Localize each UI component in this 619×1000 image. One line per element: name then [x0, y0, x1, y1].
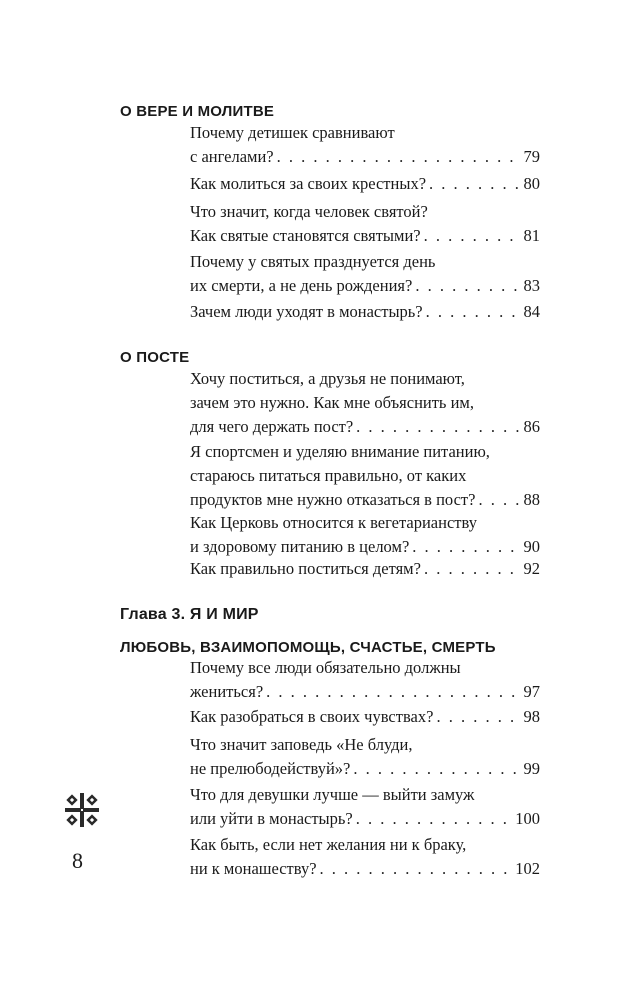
entry-text: для чего держать пост?	[190, 417, 354, 436]
dot-leader	[429, 172, 520, 196]
toc-entry[interactable]	[190, 557, 540, 581]
toc-entry[interactable]: Почему у святых празднуется день их смерти, а не день рождения? . . . 83	[190, 250, 540, 298]
toc-entry[interactable]: Хочу поститься, а друзья не понимают, зачем это нужно. Как мне объяснить им, для чего держать пост? . . . 86	[190, 367, 540, 439]
entry-text: Зачем люди уходят в монастырь?	[190, 302, 423, 321]
entry-page-number: 84	[523, 302, 540, 321]
toc-entry[interactable]: Почему все люди обязательно должны жениться? . . . 97	[190, 656, 540, 704]
entry-text: Как правильно поститься детям?	[190, 559, 421, 578]
entry-text: с ангелами?	[190, 147, 274, 166]
entry-page-number: 83	[523, 276, 540, 295]
entry-page-number: 92	[523, 559, 540, 578]
toc-entry[interactable]: Почему детишек сравнивают с ангелами? . . . 79	[190, 121, 540, 169]
dot-leader	[356, 807, 513, 831]
entry-page-number: 98	[523, 707, 540, 726]
toc-entry[interactable]	[190, 172, 540, 196]
entry-text: или уйти в монастырь?	[190, 809, 353, 828]
toc-entry[interactable]	[190, 705, 540, 729]
entry-text: Как разобраться в своих чувствах?	[190, 707, 434, 726]
entry-text: и здоровому питанию в целом?	[190, 537, 410, 556]
toc-entry[interactable]: Что для девушки лучше — выйти замуж или уйти в монастырь? . . . 100	[190, 783, 540, 831]
page-number: 8	[72, 848, 83, 873]
entry-page-number: 80	[523, 174, 540, 193]
entry-text: продуктов мне нужно отказаться в пост?	[190, 490, 476, 509]
entry-page-number: 100	[515, 809, 540, 828]
entry-text: Как святые становятся святыми?	[190, 226, 421, 245]
dot-leader	[266, 680, 520, 704]
entry-page-number: 86	[523, 417, 540, 436]
dot-leader	[356, 415, 520, 439]
toc-entry[interactable]: Я спортсмен и уделяю внимание питанию, стараюсь питаться правильно, от каких продуктов мне нужно отказаться в пост? . . . 88	[190, 440, 540, 512]
dot-leader	[478, 488, 520, 512]
dot-leader	[277, 145, 521, 169]
section-title-fasting: О ПОСТЕ	[120, 349, 190, 366]
entry-page-number: 102	[515, 859, 540, 878]
entry-page-number: 79	[523, 147, 540, 166]
toc-entry[interactable]: Как быть, если нет желания ни к браку, ни к монашеству? . . . 102	[190, 833, 540, 881]
toc-entry[interactable]: Как Церковь относится к вегетарианству и здоровому питанию в целом? . . . 90	[190, 511, 540, 559]
entry-page-number: 99	[523, 759, 540, 778]
section-title-love: ЛЮБОВЬ, ВЗАИМОПОМОЩЬ, СЧАСТЬЕ, СМЕРТЬ	[120, 639, 496, 656]
entry-text: ни к монашеству?	[190, 859, 317, 878]
entry-text: Как молиться за своих крестных?	[190, 174, 427, 193]
snowflake-ornament-icon	[65, 793, 99, 827]
entry-text: их смерти, а не день рождения?	[190, 276, 413, 295]
dot-leader	[424, 224, 521, 248]
chapter-title: Глава 3. Я И МИР	[120, 606, 259, 623]
toc-entry[interactable]: Что значит, когда человек святой? Как святые становятся святыми? . . . 81	[190, 200, 540, 248]
toc-entry[interactable]: Что значит заповедь «Не блуди, не прелюбодействуй»? . . . 99	[190, 733, 540, 781]
dot-leader	[353, 757, 520, 781]
dot-leader	[412, 535, 520, 559]
dot-leader	[426, 300, 521, 324]
entry-text: жениться?	[190, 682, 264, 701]
entry-page-number: 81	[523, 226, 540, 245]
entry-page-number: 90	[523, 537, 540, 556]
entry-page-number: 97	[523, 682, 540, 701]
toc-entry[interactable]	[190, 300, 540, 324]
dot-leader	[424, 557, 521, 581]
dot-leader	[320, 857, 513, 881]
dot-leader	[436, 705, 520, 729]
entry-page-number: 88	[523, 490, 540, 509]
entry-text: не прелюбодействуй»?	[190, 759, 351, 778]
section-title-faith: О ВЕРЕ И МОЛИТВЕ	[120, 103, 275, 120]
dot-leader	[415, 274, 520, 298]
